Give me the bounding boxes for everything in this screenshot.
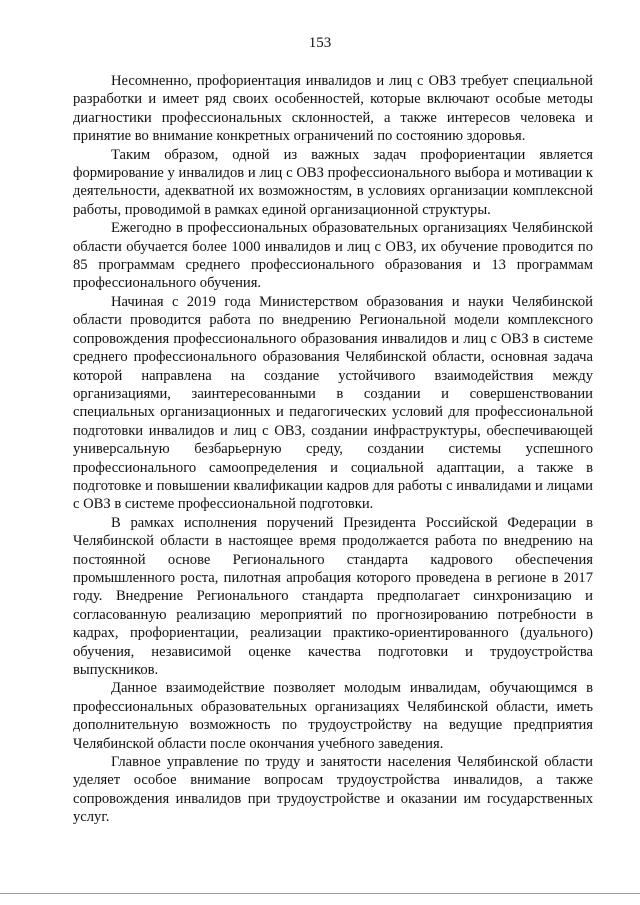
paragraph-employment-office: Главное управление по труду и занятости населения Челябинской области уделяет особое внимание вопросам трудоустройства инвалидов, а также сопровождения инвалидов при трудоустройстве и оказании им государственных услуг. [73,754,593,826]
paragraph-regional-standard: В рамках исполнения поручений Президента Российской Федерации в Челябинской области в настоящее время продолжается работа по внедрению на постоянной основе Регионального стандарта кадрового обеспечения промышленного роста, пилотная апробация которого проведена в регионе в 2017 году. Внедрение Регионального стандарта предполагает синхронизацию и согласованную реализацию мероприятий по прогнозированию потребности в кадрах, профориентации, реализации практико-ориентированного (дуального) обучения, независимой оценке качества подготовки и трудоустройства выпускников. [73,514,593,678]
paragraph-regional-model: Начиная с 2019 года Министерством образования и науки Челябинской области проводится работа по внедрению Региональной модели комплексного сопровождения профессионального образования инвалидов и лиц с ОВЗ в системе среднего профессионального образования Челябинской области, основная задача которой направлена на создание устойчивого взаимодействия между организациями, заинтересованными в создании и совершенствовании специальных организационных и педагогических условий для профессиональной подготовки инвалидов и лиц с ОВЗ, создании инфраструктуры, обеспечивающей универсальную безбарьерную среду, создании системы успешного профессионального самоопределения и социальной адаптации, а также в подготовке и повышении квалификации кадров для работы с инвалидами и лицами с ОВЗ в системе профессиональной подготовки. [73,293,593,513]
paragraph-career-guidance-tasks: Таким образом, одной из важных задач профориентации является формирование у инвалидов и лиц с ОВЗ профессионального выбора и мотивации к деятельности, адекватной их возможностям, в условиях организации комплексной работы, проводимой в рамках единой организационной структуры. [73,146,593,218]
paragraph-cooperation: Данное взаимодействие позволяет молодым инвалидам, обучающимся в профессиональных образовательных организациях Челябинской области, иметь дополнительную возможность по трудоустройству на ведущие предприятия Челябинской области после окончания учебного заведения. [73,680,593,752]
page-bottom-edge [0,893,640,894]
page-number: 153 [308,35,332,51]
document-body [73,72,593,827]
paragraph-annual-enrollment: Ежегодно в профессиональных образовательных организациях Челябинской области обучается более 1000 инвалидов и лиц с ОВЗ, их обучение проводится по 85 программам среднего профессионального образования и 13 программам профессионального обучения. [73,220,593,292]
paragraph-career-guidance-specifics: Несомненно, профориентация инвалидов и лиц с ОВЗ требует специальной разработки и имеет ряд своих особенностей, которые включают особые методы диагностики профессиональных склонностей, а также интересов человека и принятие во внимание конкретных ограничений по состоянию здоровья. [73,73,593,145]
